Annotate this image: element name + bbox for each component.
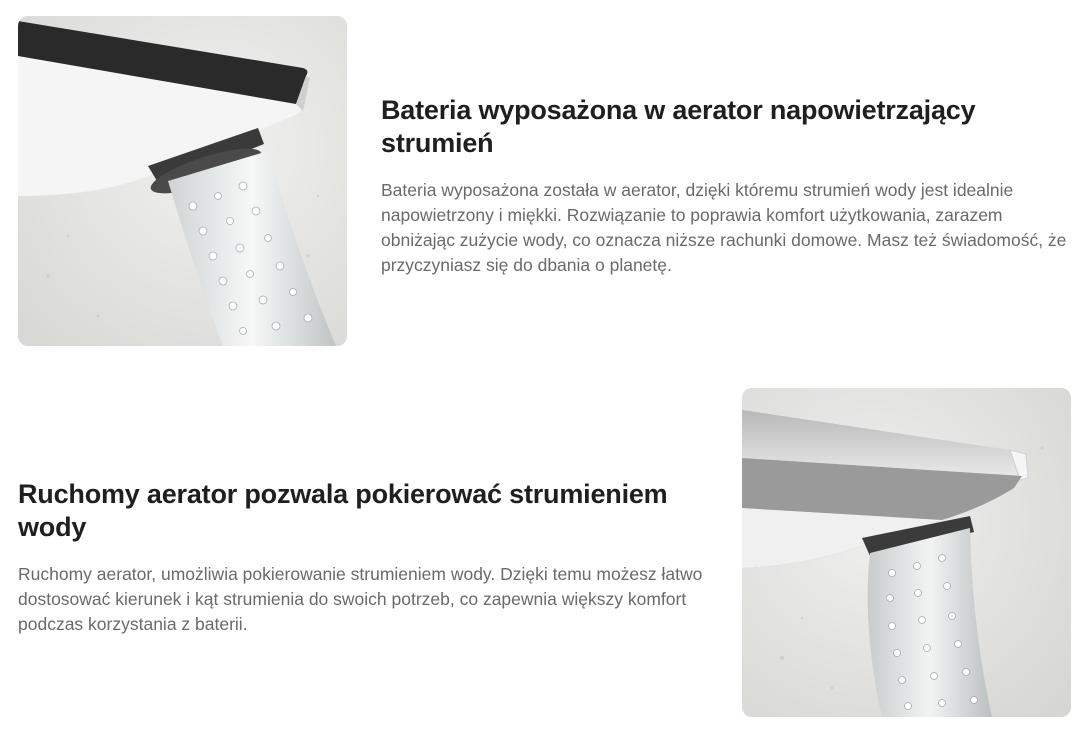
section-description: Bateria wyposażona została w aerator, dzięki któremu strumień wody jest idealnie napowietrzony i miękki. Rozwiązanie to poprawia komfort użytkowania, zarazem obniżając zużycie wody, co oznacza niższe rachunki domowe. Masz też świadomość, że przyczyniasz się do dbania o planetę. xyxy=(381,180,1067,275)
faucet-aerator-illustration xyxy=(18,16,347,346)
section-heading: Bateria wyposażona w aerator napowietrzający strumień xyxy=(381,95,976,158)
section-heading: Ruchomy aerator pozwala pokierować strumieniem wody xyxy=(18,479,668,542)
faucet-aerator-angled-illustration xyxy=(742,388,1071,717)
faucet-aerator-photo xyxy=(18,16,347,346)
section-description: Ruchomy aerator, umożliwia pokierowanie strumieniem wody. Dzięki temu możesz łatwo dostosować kierunek i kąt strumienia do swoich potrzeb, co zapewnia większy komfort podczas korzystania z baterii. xyxy=(18,564,703,634)
faucet-aerator-angled-photo xyxy=(742,388,1071,717)
